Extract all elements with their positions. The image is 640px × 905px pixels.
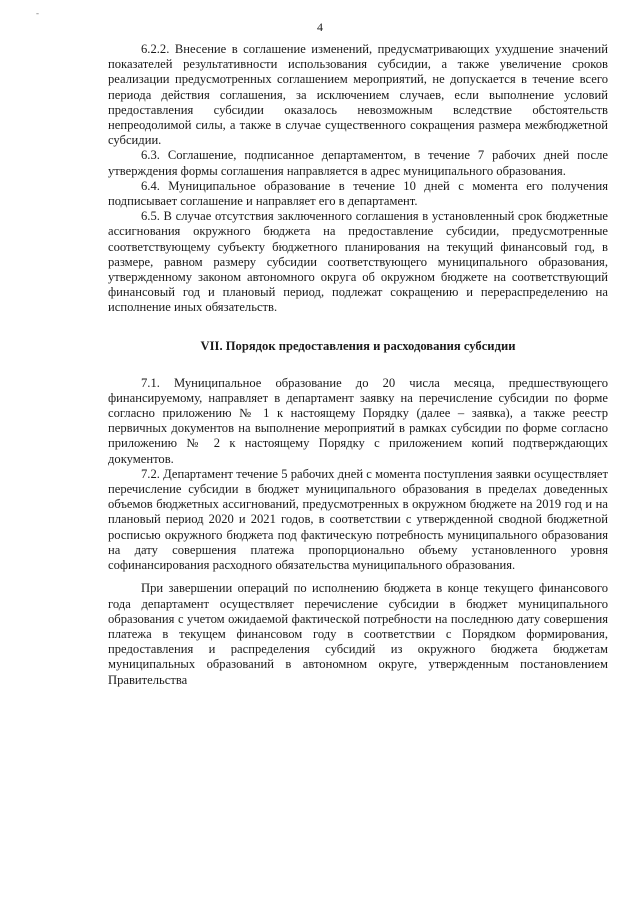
paragraph-6-4: 6.4. Муниципальное образование в течение 10 дней с момента его получения подписывает соглашение и направляет его в департамент. [108, 178, 608, 209]
paragraph-year-end: При завершении операций по исполнению бюджета в конце текущего финансового года департамент осуществляет перечисление субсидии в бюджет муниципального образования с учетом ожидаемой фактической потребности на последнюю дату совершения платежа в текущем финансовом году в соответствии с Порядком формирования, предоставления и распределения субсидий из окружного бюджета бюджетам муниципальных образований в автономном округе, утвержденным постановлением Правительства [108, 581, 608, 687]
paragraph-6-3: 6.3. Соглашение, подписанное департаментом, в течение 7 рабочих дней после утверждения формы соглашения направляется в адрес муниципального образования. [108, 148, 608, 178]
paragraph-6-5: 6.5. В случае отсутствия заключенного соглашения в установленный срок бюджетные ассигнования окружного бюджета на предоставление субсидии, предусмотренные соответствующему субъекту бюджетного планирования на текущий финансовый год, в размере, равном размеру субсидии соответствующего муниципального образования, утвержденному законом автономного округа об окружном бюджете на соответствующий финансовый год и плановый период, подлежат сокращению и перераспределению на исполнение иных обязательств. [108, 209, 608, 315]
document-body [108, 42, 608, 688]
paragraph-7-2: 7.2. Департамент течение 5 рабочих дней с момента поступления заявки осуществляет перечисление субсидии в бюджет муниципального образования в пределах доведенных объемов бюджетных ассигнований, предусмотренных в окружном бюджете на 2019 год и на плановый период 2020 и 2021 годов, в соответствии с утвержденной сводной бюджетной росписью окружного бюджета под фактическую потребность муниципального образования на дату совершения платежа пропорционально объему установленного уровня софинансирования расходного обязательства муниципального образования. [108, 466, 608, 573]
page-number: 4 [317, 20, 323, 34]
corner-mark: - [36, 8, 39, 18]
paragraph-6-2-2: 6.2.2. Внесение в соглашение изменений, предусматривающих ухудшение значений показателей результативности использования субсидии, а также увеличение сроков реализации предусмотренных соглашением мероприятий, не допускается в течение всего периода действия соглашения, за исключением случаев, если выполнение условий предоставления субсидии оказалось невозможным вследствие обстоятельств непреодолимой силы, а также в случае существенного сокращения размера межбюджетной субсидии. [108, 42, 608, 148]
section-heading: VII. Порядок предоставления и расходования субсидии [200, 338, 516, 353]
paragraph-7-1: 7.1. Муниципальное образование до 20 числа месяца, предшествующего финансируемому, направляет в департамент заявку на перечисление субсидии по форме согласно приложению № 1 к настоящему Порядку (далее – заявка), а также реестр первичных документов на выполнение мероприятий в рамках субсидии по форме согласно приложению № 2 к настоящему Порядку с приложением копий подтверждающих документов. [108, 375, 608, 466]
